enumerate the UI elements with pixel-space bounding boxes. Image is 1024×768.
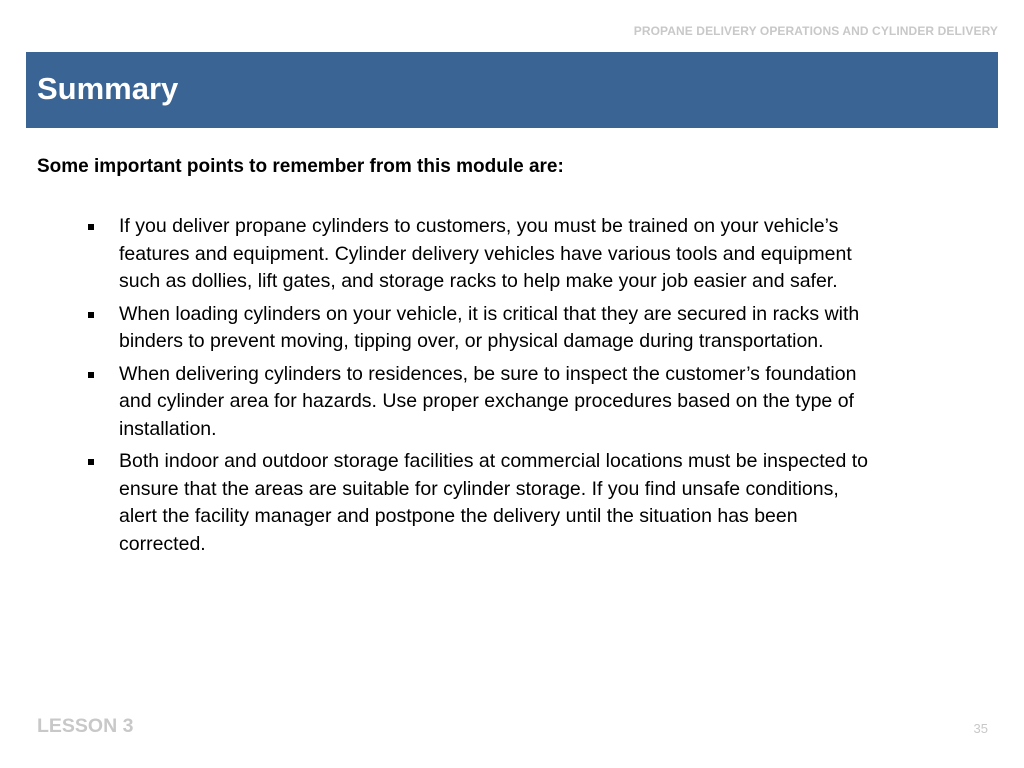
square-bullet-icon [88, 312, 94, 318]
bullet-text: If you deliver propane cylinders to customers, you must be trained on your vehicle’s features and equipment. Cylinder delivery vehicles have various tools and equipment such as dollies, lift gates, and storage racks to help make your job easier and safer. [119, 215, 852, 292]
page-number: 35 [973, 721, 988, 736]
course-title: PROPANE DELIVERY OPERATIONS AND CYLINDER DELIVERY [633, 24, 998, 38]
lesson-label: LESSON 3 [37, 715, 134, 737]
square-bullet-icon [88, 459, 94, 465]
square-bullet-icon [88, 224, 94, 230]
intro-text: Some important points to remember from this module are: [37, 156, 564, 177]
square-bullet-icon [88, 372, 94, 378]
bullet-item [0, 448, 880, 558]
bullet-item [0, 361, 880, 444]
slide-title: Summary [37, 71, 179, 106]
title-bar [26, 52, 998, 128]
bullet-text: When loading cylinders on your vehicle, it is critical that they are secured in racks with binders to prevent moving, tipping over, or physical damage during transportation. [119, 302, 860, 352]
bullet-text: Both indoor and outdoor storage facilities at commercial locations must be inspected to ensure that the areas are suitable for cylinder storage. If you find unsafe conditions, alert the facility manager and postpone the delivery until the situation has been corrected. [119, 450, 868, 555]
bullet-list [0, 213, 1024, 563]
bullet-item [0, 213, 880, 296]
bullet-text: When delivering cylinders to residences, be sure to inspect the customer’s foundation and cylinder area for hazards. Use proper exchange procedures based on the type of installation. [119, 362, 857, 440]
bullet-item [0, 301, 880, 356]
